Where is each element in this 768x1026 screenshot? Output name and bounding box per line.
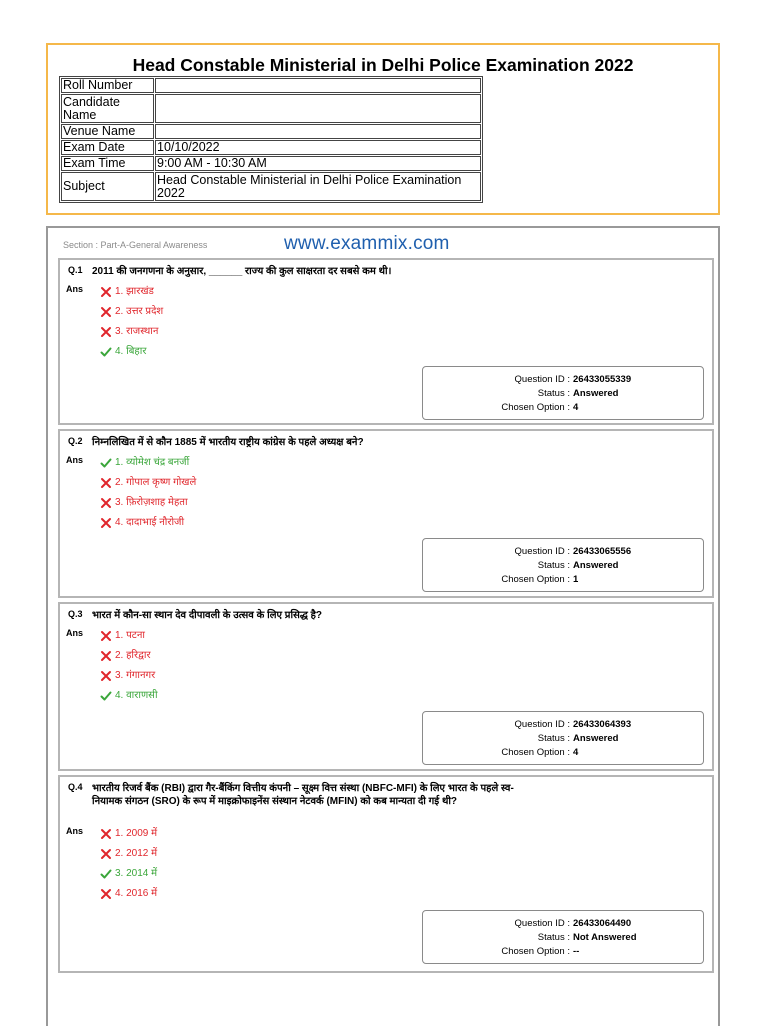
info-value (155, 124, 481, 139)
option-label: 2. हरिद्वार (115, 650, 151, 661)
exam-title: Head Constable Ministerial in Delhi Police Examination 2022 (132, 55, 634, 75)
option-item (100, 345, 146, 358)
status-value: Answered (573, 388, 619, 399)
option-item (100, 496, 188, 509)
option-item (100, 629, 145, 642)
qid-value: 26433055339 (573, 374, 632, 385)
qid-value: 26433064393 (573, 719, 632, 730)
correct-check-icon (100, 868, 112, 880)
wrong-cross-icon (100, 670, 112, 682)
qid-value: 26433064490 (573, 918, 632, 929)
status-label: Status : (537, 733, 570, 744)
option-item (100, 516, 184, 529)
wrong-cross-icon (100, 650, 112, 662)
option-label: 1. 2009 में (115, 828, 158, 839)
wrong-cross-icon (100, 497, 112, 509)
wrong-cross-icon (100, 888, 112, 900)
question-card (58, 602, 714, 771)
status-label: Status : (537, 932, 570, 943)
option-item (100, 285, 154, 298)
info-label: Candidate Name (61, 94, 154, 123)
chosen-value: 4 (573, 747, 579, 758)
info-value: Head Constable Ministerial in Delhi Police Examination 2022 (155, 172, 481, 201)
question-number: Q.1 (68, 265, 83, 275)
status-label: Status : (537, 388, 570, 399)
option-item (100, 827, 157, 840)
qid-label: Question ID : (514, 374, 570, 385)
info-label: Subject (61, 172, 154, 201)
question-text: भारत में कौन-सा स्थान देव दीपावली के उत्सव के लिए प्रसिद्ध है? (92, 610, 323, 621)
question-card (58, 429, 714, 598)
option-item (100, 847, 157, 860)
info-row-subject (61, 172, 481, 201)
question-number: Q.2 (68, 436, 83, 446)
option-item (100, 649, 151, 662)
option-label: 4. दादाभाई नौरोजी (115, 517, 185, 528)
question-number: Q.4 (68, 782, 83, 792)
info-row-candidate-name (61, 94, 481, 123)
info-label: Exam Time (61, 156, 154, 171)
option-label: 4. वाराणसी (115, 690, 158, 701)
option-label: 2. 2012 में (115, 848, 158, 859)
option-label: 3. 2014 में (115, 868, 158, 879)
option-label: 1. झारखंड (115, 286, 154, 297)
option-item (100, 887, 157, 900)
chosen-label: Chosen Option : (501, 747, 570, 758)
question-number: Q.3 (68, 609, 83, 619)
qid-label: Question ID : (514, 546, 570, 557)
option-label: 1. व्योमेश चंद्र बनर्जी (115, 457, 190, 468)
wrong-cross-icon (100, 517, 112, 529)
info-value: 9:00 AM - 10:30 AM (155, 156, 481, 171)
status-value: Not Answered (573, 932, 637, 943)
option-label: 2. गोपाल कृष्ण गोखले (115, 477, 197, 488)
question-meta-box (422, 538, 704, 592)
option-label: 2. उत्तर प्रदेश (115, 306, 164, 317)
option-label: 3. राजस्थान (115, 326, 159, 337)
info-value (155, 78, 481, 93)
correct-check-icon (100, 457, 112, 469)
status-label: Status : (537, 560, 570, 571)
option-item (100, 867, 157, 880)
wrong-cross-icon (100, 306, 112, 318)
qid-value: 26433065556 (573, 546, 632, 557)
wrong-cross-icon (100, 848, 112, 860)
question-meta-box (422, 711, 704, 765)
info-value: 10/10/2022 (155, 140, 481, 155)
info-label: Roll Number (61, 78, 154, 93)
option-label: 1. पटना (115, 630, 145, 641)
option-item (100, 305, 163, 318)
chosen-label: Chosen Option : (501, 946, 570, 957)
qid-label: Question ID : (514, 719, 570, 730)
ans-label: Ans (66, 628, 84, 638)
wrong-cross-icon (100, 828, 112, 840)
qid-label: Question ID : (514, 918, 570, 929)
status-value: Answered (573, 560, 619, 571)
option-item (100, 476, 196, 489)
info-label: Venue Name (61, 124, 154, 139)
correct-check-icon (100, 690, 112, 702)
question-card (58, 775, 714, 973)
info-row-exam-time (61, 156, 481, 171)
option-item (100, 669, 155, 682)
chosen-value: -- (573, 946, 580, 957)
correct-check-icon (100, 346, 112, 358)
option-label: 3. फ़िरोज़शाह मेहता (115, 497, 188, 508)
option-label: 4. बिहार (115, 346, 147, 357)
question-panel (46, 226, 720, 1026)
ans-label: Ans (66, 284, 84, 294)
wrong-cross-icon (100, 630, 112, 642)
chosen-value: 4 (573, 402, 579, 413)
ans-label: Ans (66, 826, 84, 836)
status-value: Answered (573, 733, 619, 744)
option-label: 3. गंगानगर (115, 670, 156, 681)
info-row-exam-date (61, 140, 481, 155)
wrong-cross-icon (100, 477, 112, 489)
question-text: 2011 की जनगणना के अनुसार, ______ राज्य की कुल साक्षरता दर सबसे कम थी। (92, 266, 392, 277)
candidate-info-table (59, 76, 483, 203)
question-text: भारतीय रिजर्व बैंक (RBI) द्वारा गैर-बैंकिंग वित्तीय कंपनी – सूक्ष्म वित्त संस्था (NBFC-MFI) के लिए भारत के पहले स्व-नियामक संगठन (SRO) के रूप में माइक्रोफाइनेंस संस्थान नेटवर्क (MFIN) को कब मान्यता दी गई थी? (92, 783, 514, 807)
wrong-cross-icon (100, 286, 112, 298)
option-item (100, 456, 189, 469)
question-meta-box (422, 366, 704, 420)
question-card (58, 258, 714, 425)
info-value (155, 94, 481, 123)
option-item (100, 325, 158, 338)
exam-header (46, 43, 720, 215)
info-label: Exam Date (61, 140, 154, 155)
wrong-cross-icon (100, 326, 112, 338)
ans-label: Ans (66, 455, 84, 465)
question-text: निम्नलिखित में से कौन 1885 में भारतीय राष्ट्रीय कांग्रेस के पहले अध्यक्ष बने? (92, 437, 364, 448)
chosen-value: 1 (573, 574, 579, 585)
watermark: www.exammix.com (284, 233, 450, 254)
info-row-roll-number (61, 78, 481, 93)
chosen-label: Chosen Option : (501, 574, 570, 585)
option-label: 4. 2016 में (115, 888, 158, 899)
info-row-venue-name (61, 124, 481, 139)
option-item (100, 689, 158, 702)
question-meta-box (422, 910, 704, 964)
chosen-label: Chosen Option : (501, 402, 570, 413)
section-label: Section : Part-A-General Awareness (63, 240, 208, 250)
